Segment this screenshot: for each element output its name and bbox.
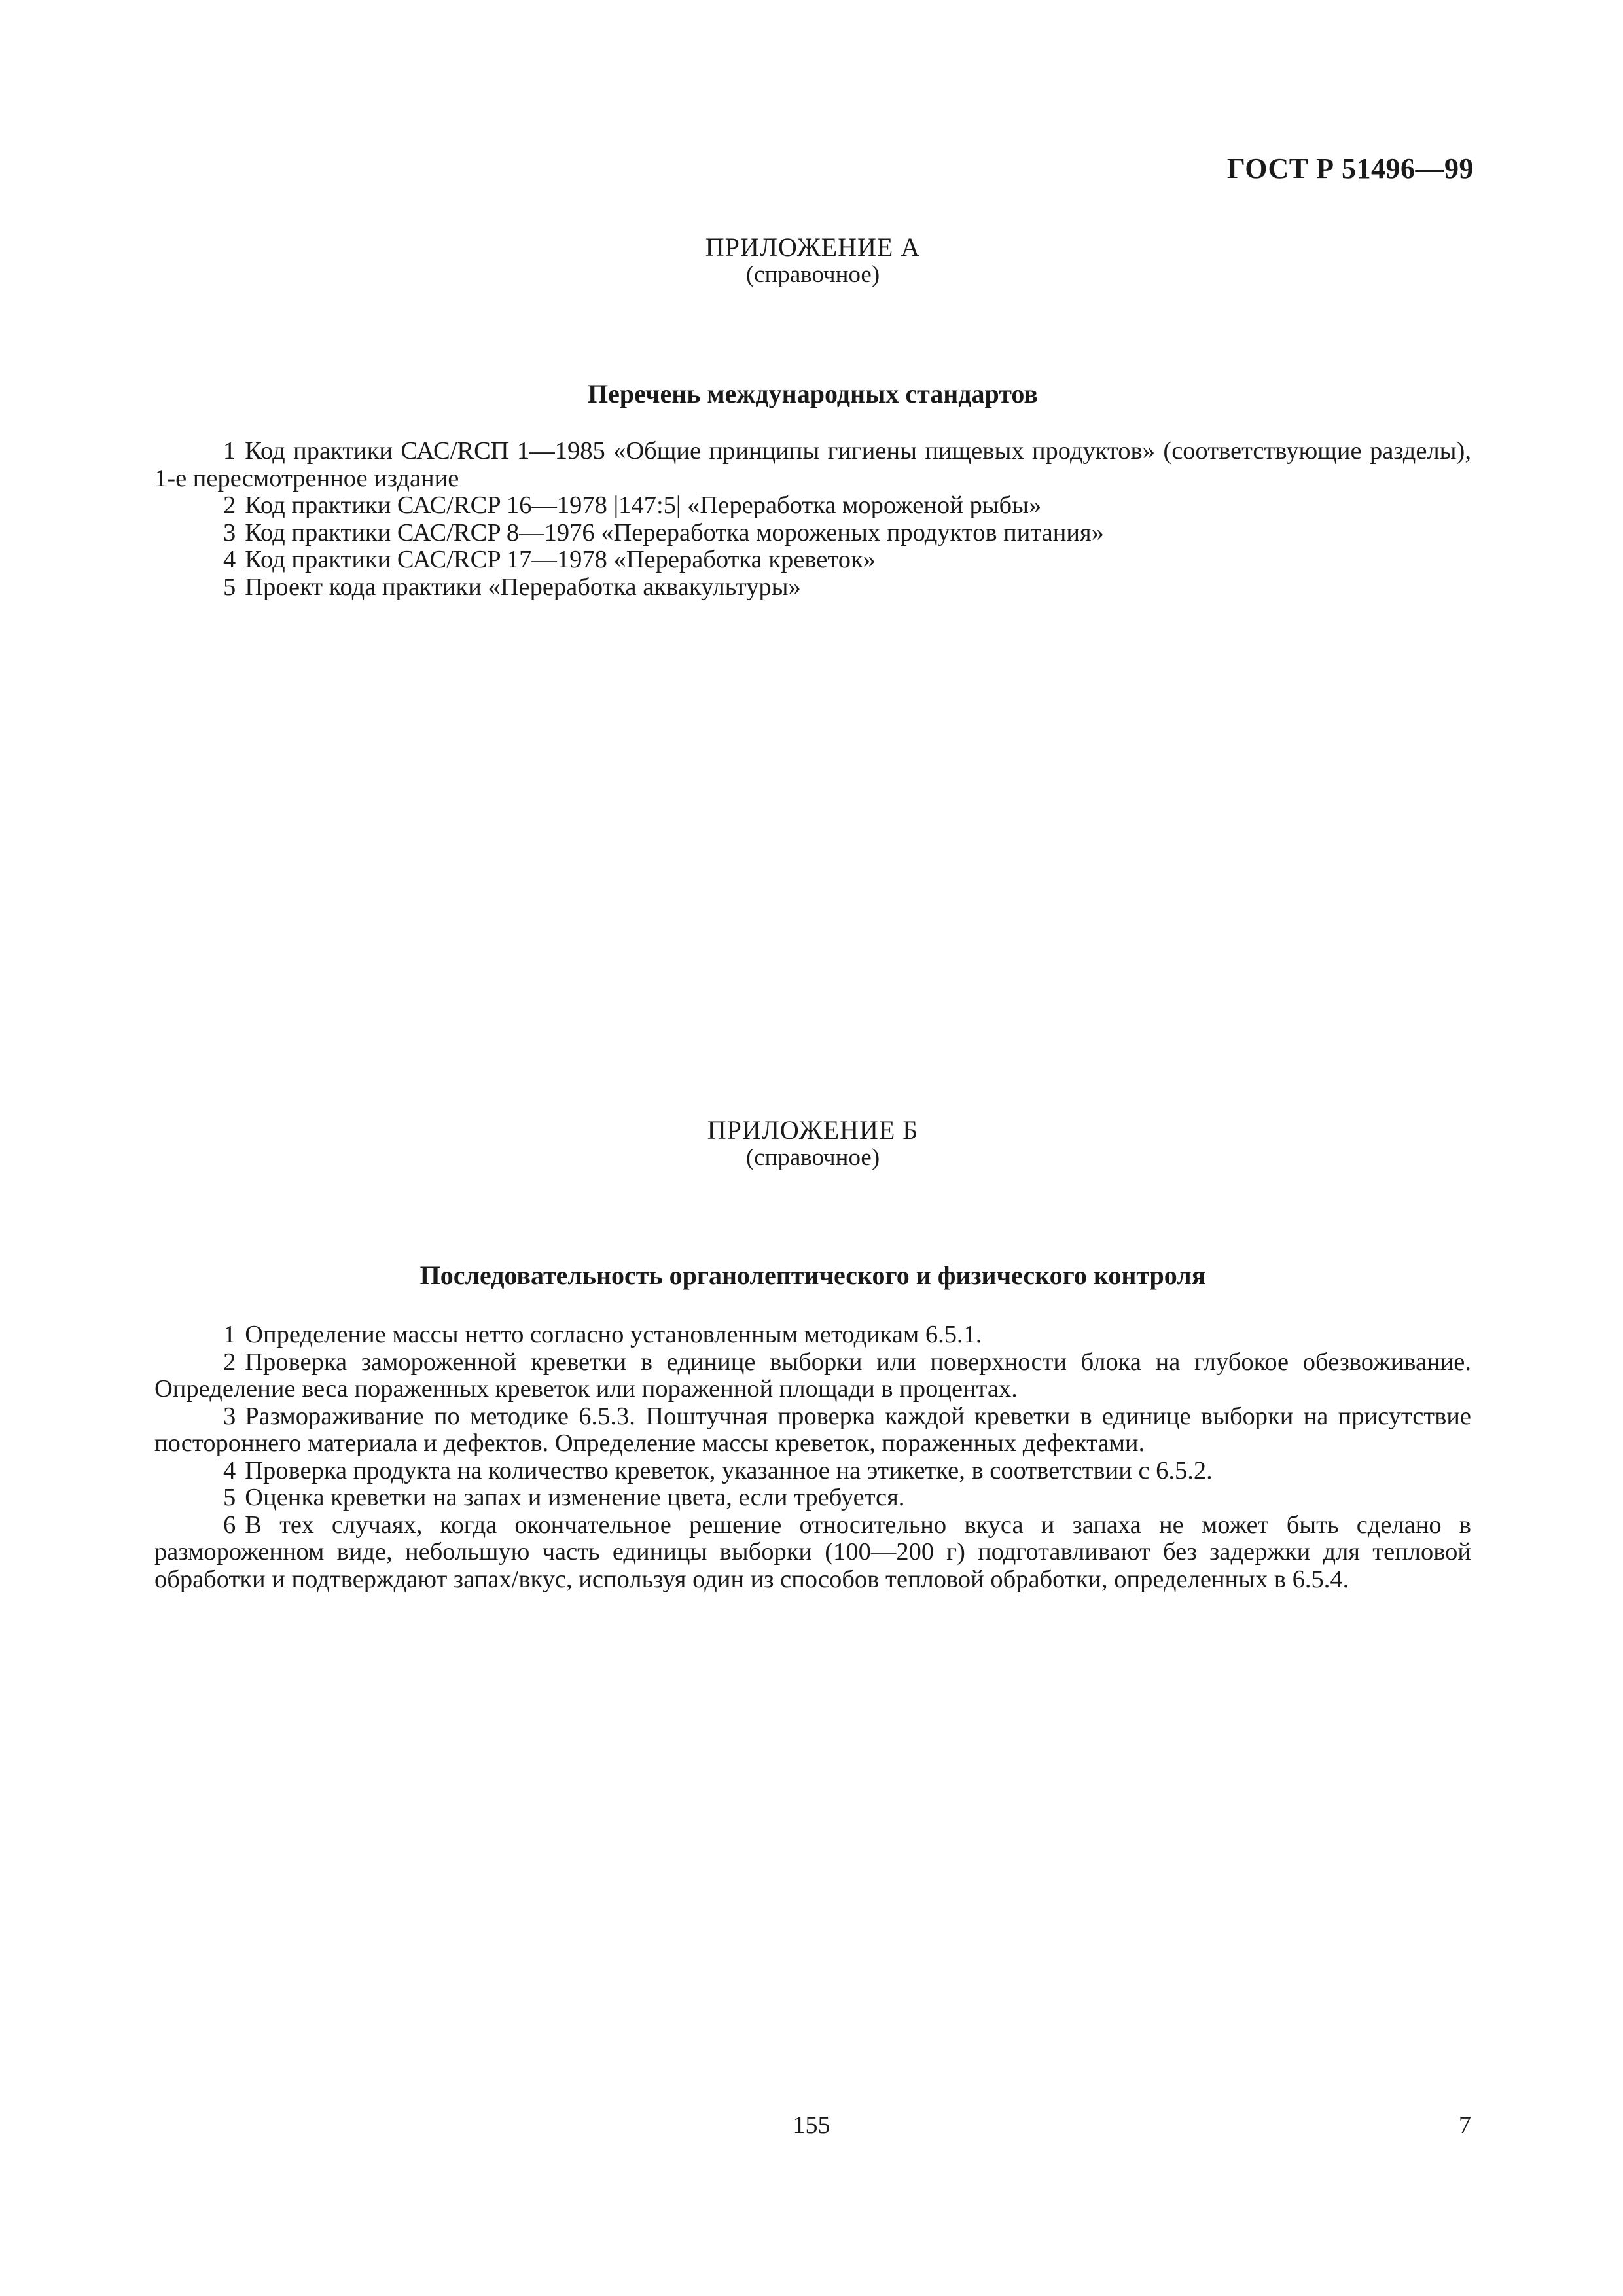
item-number: 5 bbox=[223, 573, 236, 601]
list-item bbox=[154, 492, 1471, 520]
appendix-b-caption bbox=[154, 1116, 1471, 1171]
list-item bbox=[154, 1321, 1471, 1349]
list-item bbox=[154, 520, 1471, 547]
item-text: Код практики САС/RCП 1—1985 «Общие принципы гигиены пищевых продуктов» (соответствующие разделы), 1-е пересмотренное издание bbox=[154, 437, 1471, 492]
collection-page-number: 155 bbox=[793, 2111, 830, 2139]
document-code: ГОСТ Р 51496—99 bbox=[1226, 152, 1474, 185]
item-number: 3 bbox=[223, 518, 236, 547]
item-number: 5 bbox=[223, 1484, 236, 1511]
item-text: Код практики САС/RCP 8—1976 «Переработка мороженых продуктов питания» bbox=[245, 518, 1104, 547]
item-text: Проверка замороженной креветки в единице выборки или поверхности блока на глубокое обезвоживание. Определение веса пораженных креветок или пораженной площади в процентах. bbox=[154, 1348, 1471, 1403]
item-number: 1 bbox=[223, 1321, 236, 1348]
item-number: 6 bbox=[223, 1511, 236, 1539]
item-text: Оценка креветки на запах и изменение цвета, если требуется. bbox=[245, 1484, 905, 1511]
item-text: Код практики САС/RCP 17—1978 «Переработка креветок» bbox=[245, 546, 876, 573]
list-item bbox=[154, 547, 1471, 574]
appendix-a-title: ПРИЛОЖЕНИЕ А bbox=[705, 232, 921, 262]
item-text: Размораживание по методике 6.5.3. Поштучная проверка каждой креветки в единице выборки на присутствие постороннего материала и дефектов. Определение массы креветок, пораженных дефектами. bbox=[154, 1402, 1471, 1457]
list-item bbox=[154, 1403, 1471, 1458]
item-number: 4 bbox=[223, 546, 236, 573]
appendix-a-list bbox=[154, 438, 1471, 601]
list-item bbox=[154, 438, 1471, 492]
item-number: 2 bbox=[223, 492, 236, 519]
item-text: Проверка продукта на количество креветок, указанное на этикетке, в соответствии с 6.5.2. bbox=[245, 1456, 1213, 1484]
item-number: 2 bbox=[223, 1348, 236, 1376]
list-item bbox=[154, 574, 1471, 601]
appendix-a-caption bbox=[154, 233, 1471, 288]
list-item bbox=[154, 1512, 1471, 1594]
item-text: Код практики САС/RCP 16—1978 |147:5| «Переработка мороженой рыбы» bbox=[245, 492, 1042, 519]
item-text: Проект кода практики «Переработка аквакультуры» bbox=[245, 573, 801, 601]
item-number: 3 bbox=[223, 1402, 236, 1430]
list-item bbox=[154, 1349, 1471, 1403]
appendix-a-heading: Перечень международных стандартов bbox=[588, 379, 1038, 408]
appendix-b-note: (справочное) bbox=[745, 1144, 880, 1171]
item-number: 1 bbox=[223, 437, 236, 465]
page-number: 7 bbox=[1459, 2111, 1471, 2139]
list-item bbox=[154, 1458, 1471, 1485]
appendix-a-note: (справочное) bbox=[745, 261, 880, 288]
item-number: 4 bbox=[223, 1456, 236, 1484]
list-item bbox=[154, 1484, 1471, 1512]
item-text: В тех случаях, когда окончательное решение относительно вкуса и запаха не может быть сделано в размороженном виде, небольшую часть единицы выборки (100—200 г) подготавливают без задержки для тепловой обработки и подтверждают запах/вкус, используя один из способов тепловой обработки, определенных в 6.5.4. bbox=[154, 1511, 1471, 1593]
appendix-b-title: ПРИЛОЖЕНИЕ Б bbox=[707, 1115, 919, 1145]
appendix-b-heading: Последовательность органолептического и физического контроля bbox=[419, 1261, 1206, 1290]
appendix-b-list bbox=[154, 1321, 1471, 1593]
item-text: Определение массы нетто согласно установленным методикам 6.5.1. bbox=[245, 1321, 982, 1348]
